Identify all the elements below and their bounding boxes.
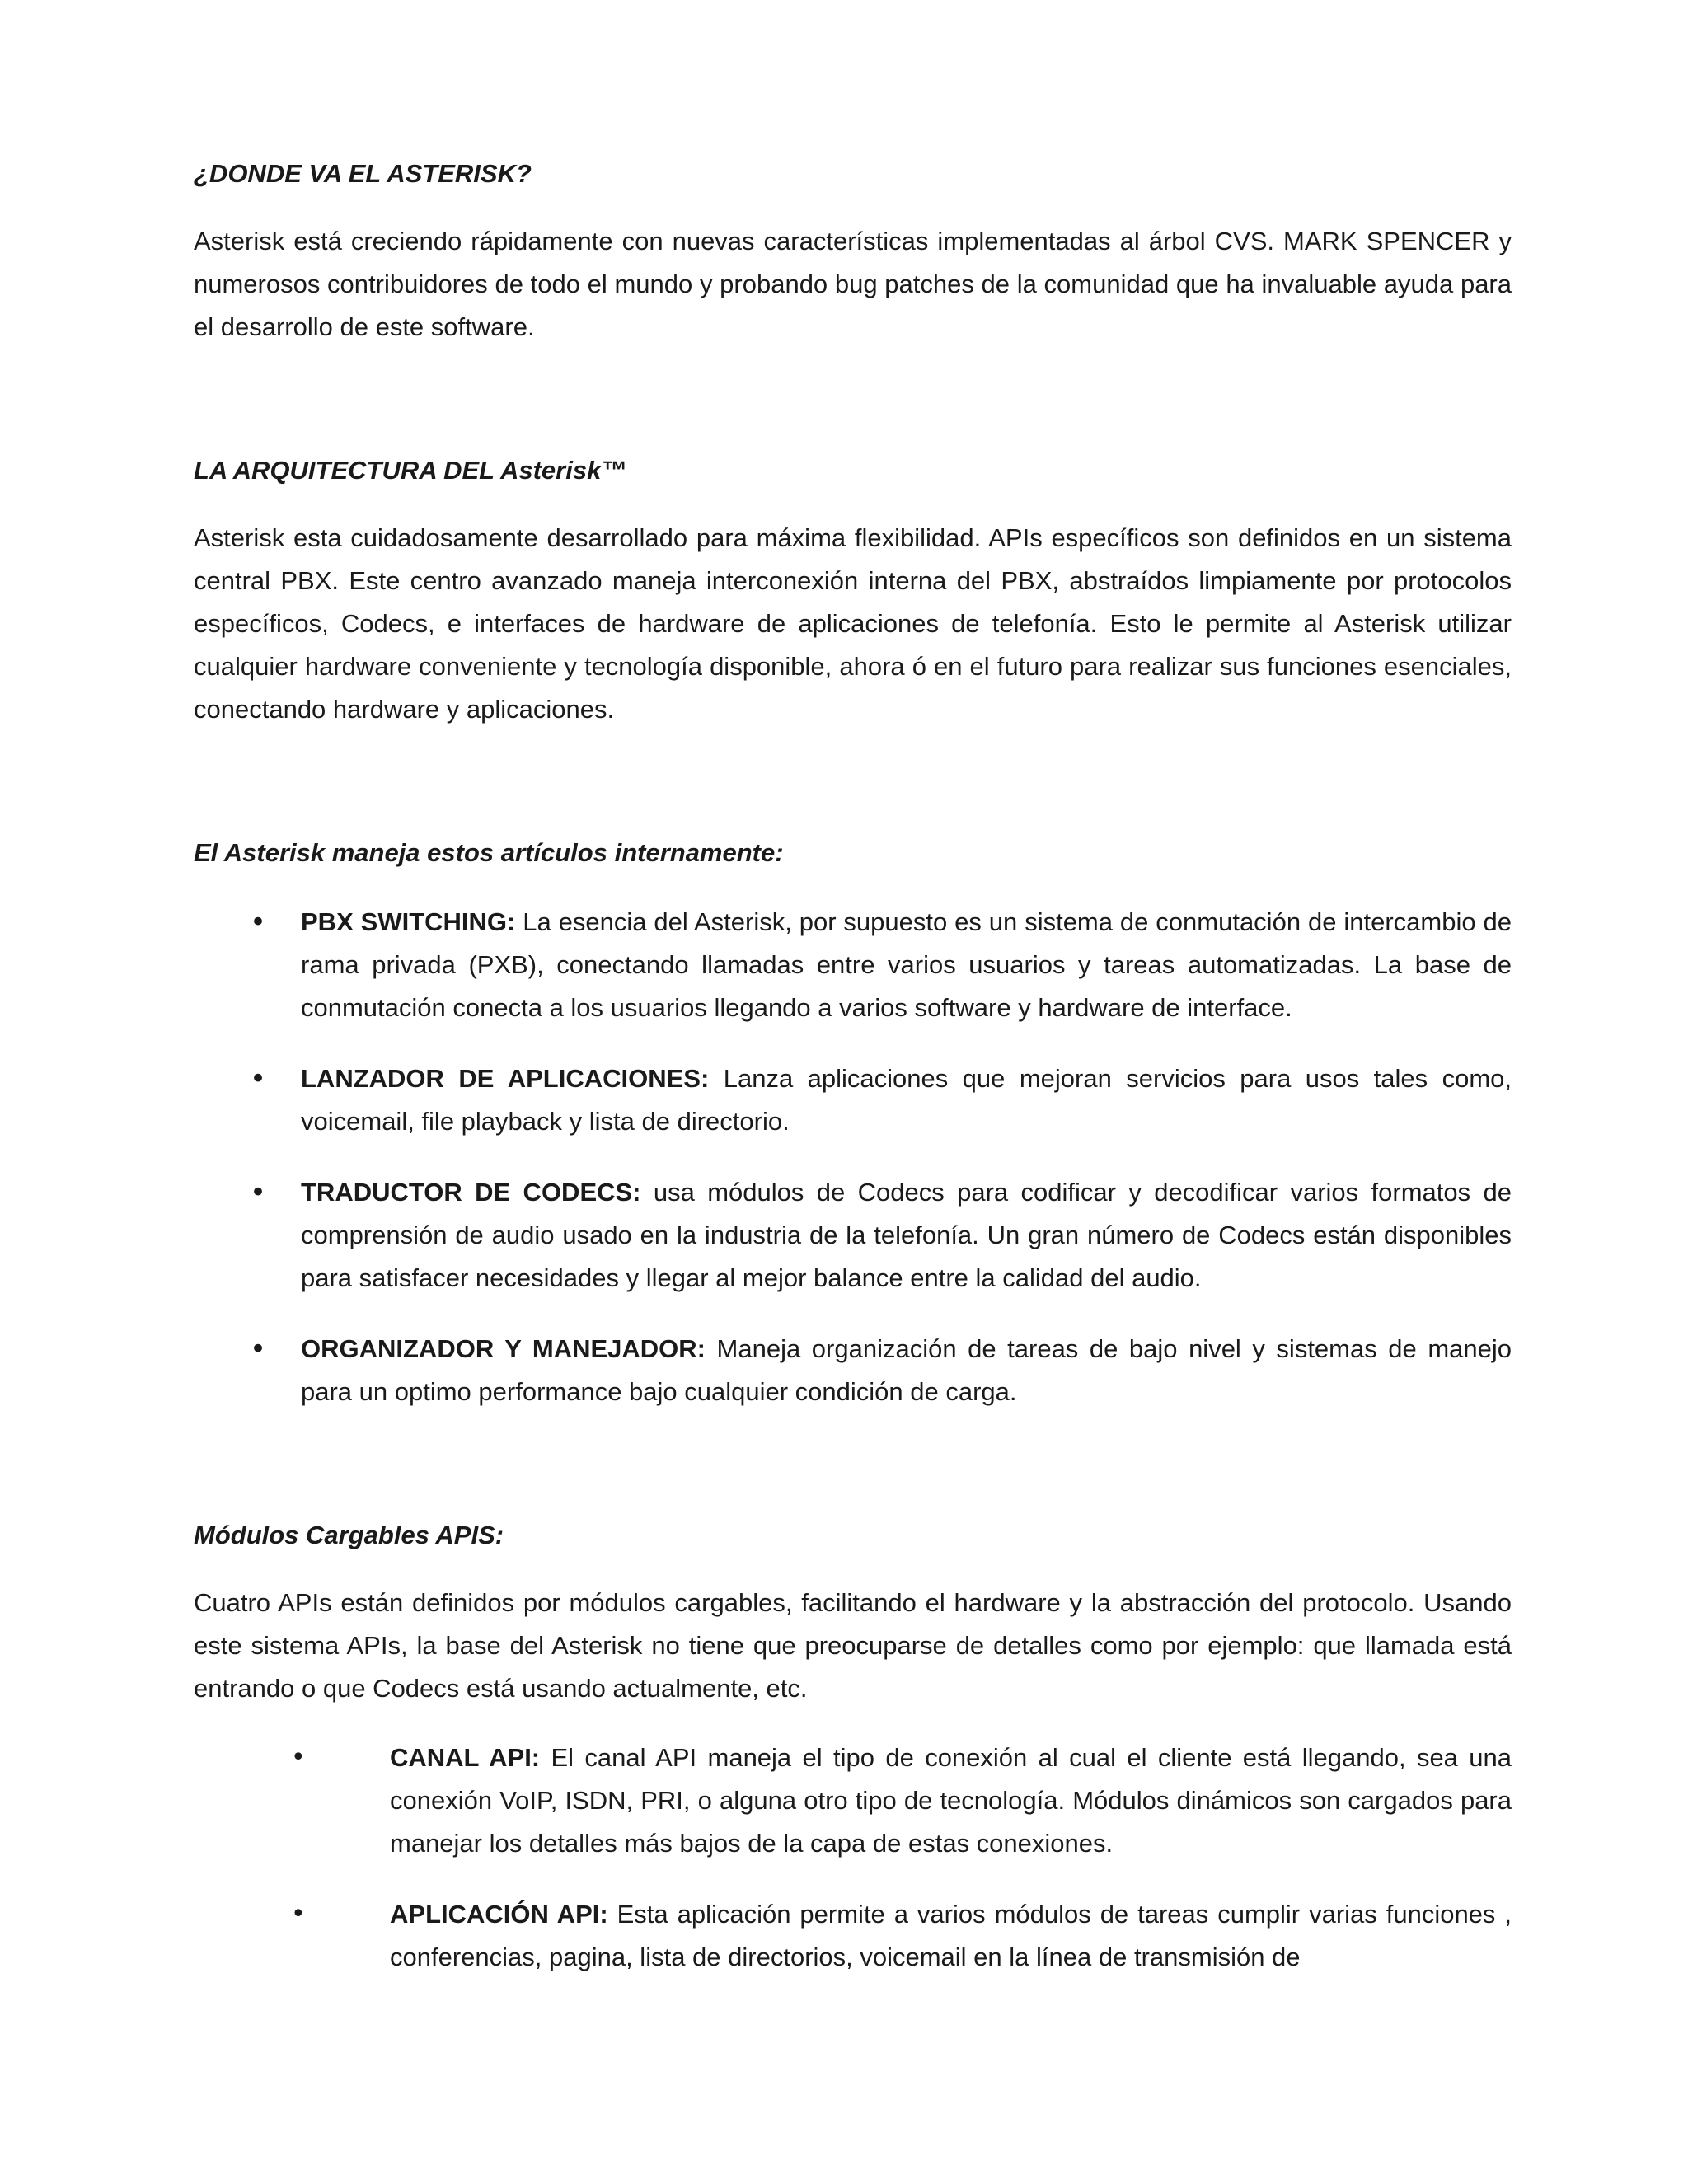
paragraph-donde-va: Asterisk está creciendo rápidamente con nuevas características implementadas al árbol CVS. MARK SPENCER y numerosos contribuidores de todo el mundo y probando bug patches de la comunidad que ha invaluable ayuda para el desarrollo de este software. [194,227,1512,341]
list-item-traductor-codecs [194,1171,1512,1300]
item-term: LANZADOR DE APLICACIONES: [301,1064,710,1093]
bullet-icon: • [250,1176,267,1209]
api-items-list [194,1736,1512,1979]
bullet-icon: • [250,906,267,939]
item-term: TRADUCTOR DE CODECS: [301,1178,641,1207]
section-heading-arquitectura: LA ARQUITECTURA DEL Asterisk™ [194,456,627,485]
list-item-lanzador-aplicaciones [194,1057,1512,1143]
section-heading-articulos-internos: El Asterisk maneja estos artículos internamente: [194,838,784,867]
item-text: Maneja organización de tareas de bajo nivel y sistemas de manejo para un optimo performance bajo cualquier condición de carga. [301,1334,1512,1406]
bullet-icon: • [291,1900,306,1929]
item-term: APLICACIÓN API: [390,1900,608,1929]
section-heading-modulos-cargables: Módulos Cargables APIS: [194,1521,504,1549]
bullet-icon: • [291,1743,306,1772]
paragraph-modulos-cargables: Cuatro APIs están definidos por módulos cargables, facilitando el hardware y la abstracción del protocolo. Usando este sistema APIs, la base del Asterisk no tiene que preocuparse de detalles como por ejemplo: que llamada está entrando o que Codecs está usando actualmente, etc. [194,1588,1512,1703]
bullet-icon: • [250,1333,267,1366]
item-text: Esta aplicación permite a varios módulos de tareas cumplir varias funciones , conferencias, pagina, lista de directorios, voicemail en la línea de transmisión de [390,1900,1512,1971]
list-item-pbx-switching [194,901,1512,1029]
item-text: Lanza aplicaciones que mejoran servicios para usos tales como, voicemail, file playback y lista de directorio. [301,1064,1512,1136]
item-text: El canal API maneja el tipo de conexión al cual el cliente está llegando, sea una conexión VoIP, ISDN, PRI, o alguna otro tipo de tecnología. Módulos dinámicos son cargados para manejar los detalles más bajos de la capa de estas conexiones. [390,1743,1512,1858]
list-item-canal-api [194,1736,1512,1865]
item-text: La esencia del Asterisk, por supuesto es un sistema de conmutación de intercambio de rama privada (PXB), conectando llamadas entre varios usuarios y tareas automatizadas. La base de conmutación conecta a los usuarios llegando a varios software y hardware de interface. [301,907,1512,1022]
item-term: PBX SWITCHING: [301,907,516,936]
list-item-aplicacion-api [194,1893,1512,1979]
document-body [194,152,1512,1979]
list-item-organizador-manejador [194,1328,1512,1413]
section-heading-donde-va: ¿DONDE VA EL ASTERISK? [194,159,532,188]
item-text: usa módulos de Codecs para codificar y decodificar varios formatos de comprensión de audio usado en la industria de la telefonía. Un gran número de Codecs están disponibles para satisfacer necesidades y llegar al mejor balance entre la calidad del audio. [301,1178,1512,1292]
item-term: ORGANIZADOR Y MANEJADOR: [301,1334,706,1363]
paragraph-arquitectura: Asterisk esta cuidadosamente desarrollado para máxima flexibilidad. APIs específicos son definidos en un sistema central PBX. Este centro avanzado maneja interconexión interna del PBX, abstraídos limpiamente por protocolos específicos, Codecs, e interfaces de hardware de aplicaciones de telefonía. Esto le permite al Asterisk utilizar cualquier hardware conveniente y tecnología disponible, ahora ó en el futuro para realizar sus funciones esenciales, conectando hardware y aplicaciones. [194,523,1512,724]
item-term: CANAL API: [390,1743,541,1772]
internal-items-list [194,901,1512,1413]
bullet-icon: • [250,1062,267,1095]
